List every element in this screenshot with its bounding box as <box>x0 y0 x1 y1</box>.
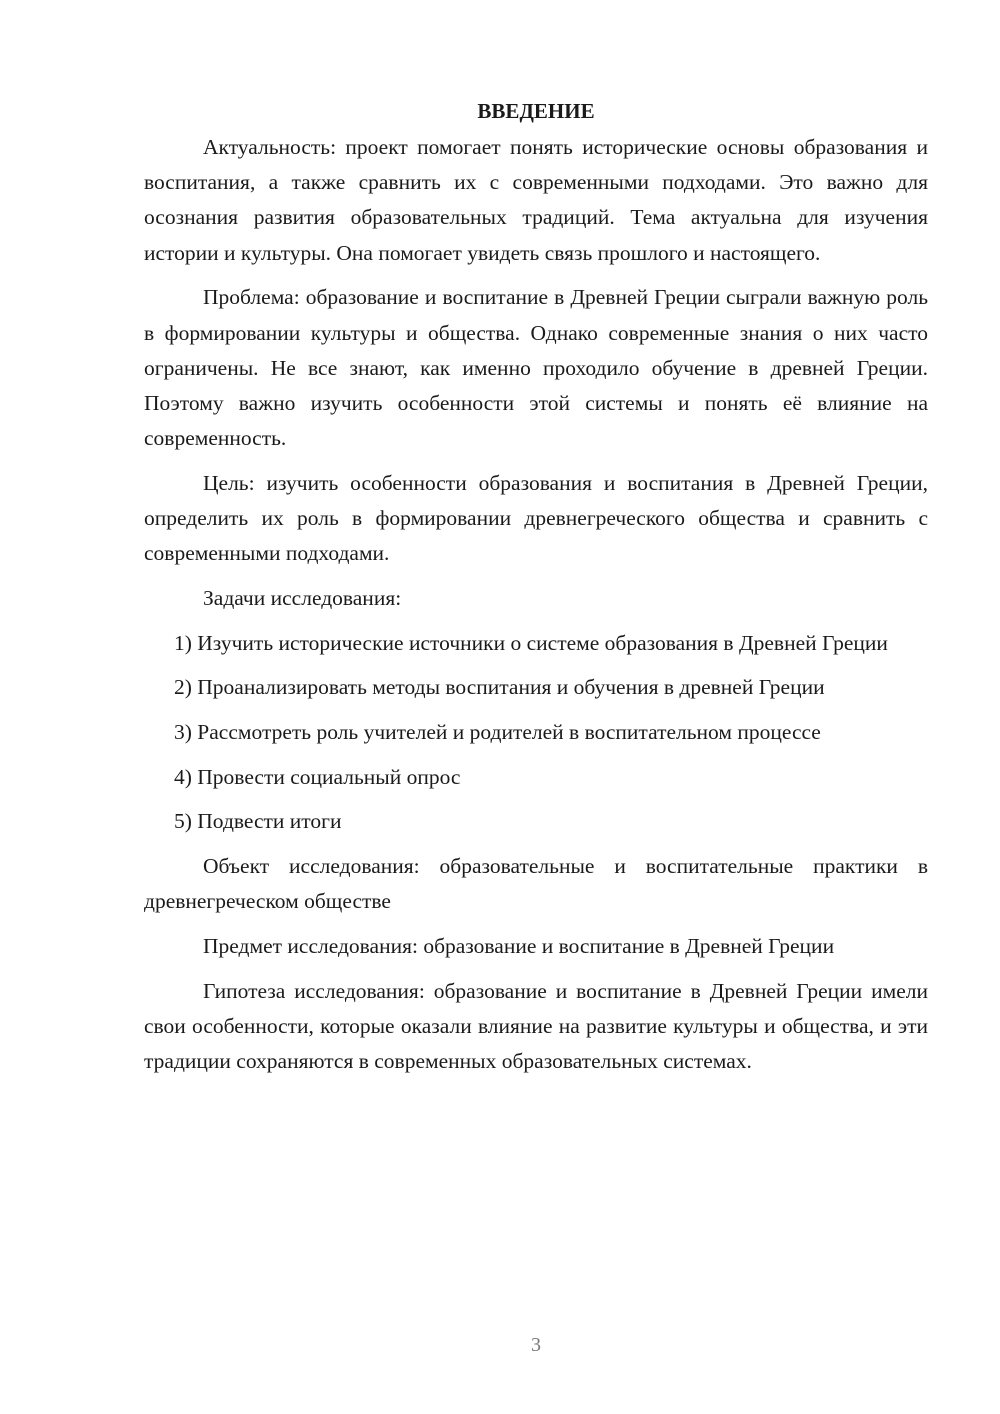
object-paragraph: Объект исследования: образовательные и воспитательные практики в древнегреческом обществе <box>144 854 928 914</box>
task-item-2: 2) Проанализировать методы воспитания и обучения в древней Греции <box>174 675 825 700</box>
goal-paragraph: Цель: изучить особенности образования и воспитания в Древней Греции, определить их роль в формировании древнегреческого общества и сравнить с современными подходами. <box>144 470 928 566</box>
document-page <box>144 96 928 1079</box>
relevance-paragraph: Актуальность: проект помогает понять исторические основы образования и воспитания, а также сравнить их с современными подходами. Это важно для осознания развития образовательных традиций. Тема актуальна для изучения истории и культуры. Она помогает увидеть связь прошлого и настоящего. <box>144 135 928 265</box>
subject-paragraph: Предмет исследования: образование и воспитание в Древней Греции <box>203 934 835 959</box>
task-item-1: 1) Изучить исторические источники о системе образования в Древней Греции <box>174 630 888 655</box>
task-item-3: 3) Рассмотреть роль учителей и родителей в воспитательном процессе <box>174 720 821 745</box>
page-number: 3 <box>531 1334 541 1356</box>
hypothesis-paragraph: Гипотеза исследования: образование и воспитание в Древней Греции имели свои особенности, которые оказали влияние на развитие культуры и общества, и эти традиции сохраняются в современных образовательных системах. <box>144 978 928 1074</box>
task-item-5: 5) Подвести итоги <box>174 809 342 834</box>
page-title: ВВЕДЕНИЕ <box>477 99 595 123</box>
task-item-4: 4) Провести социальный опрос <box>174 764 461 789</box>
problem-paragraph: Проблема: образование и воспитание в Древней Греции сыграли важную роль в формировании культуры и общества. Однако современные знания о них часто ограничены. Не все знают, как именно проходило обучение в древней Греции. Поэтому важно изучить особенности этой системы и понять её влияние на современность. <box>144 285 928 451</box>
tasks-heading: Задачи исследования: <box>203 585 402 610</box>
